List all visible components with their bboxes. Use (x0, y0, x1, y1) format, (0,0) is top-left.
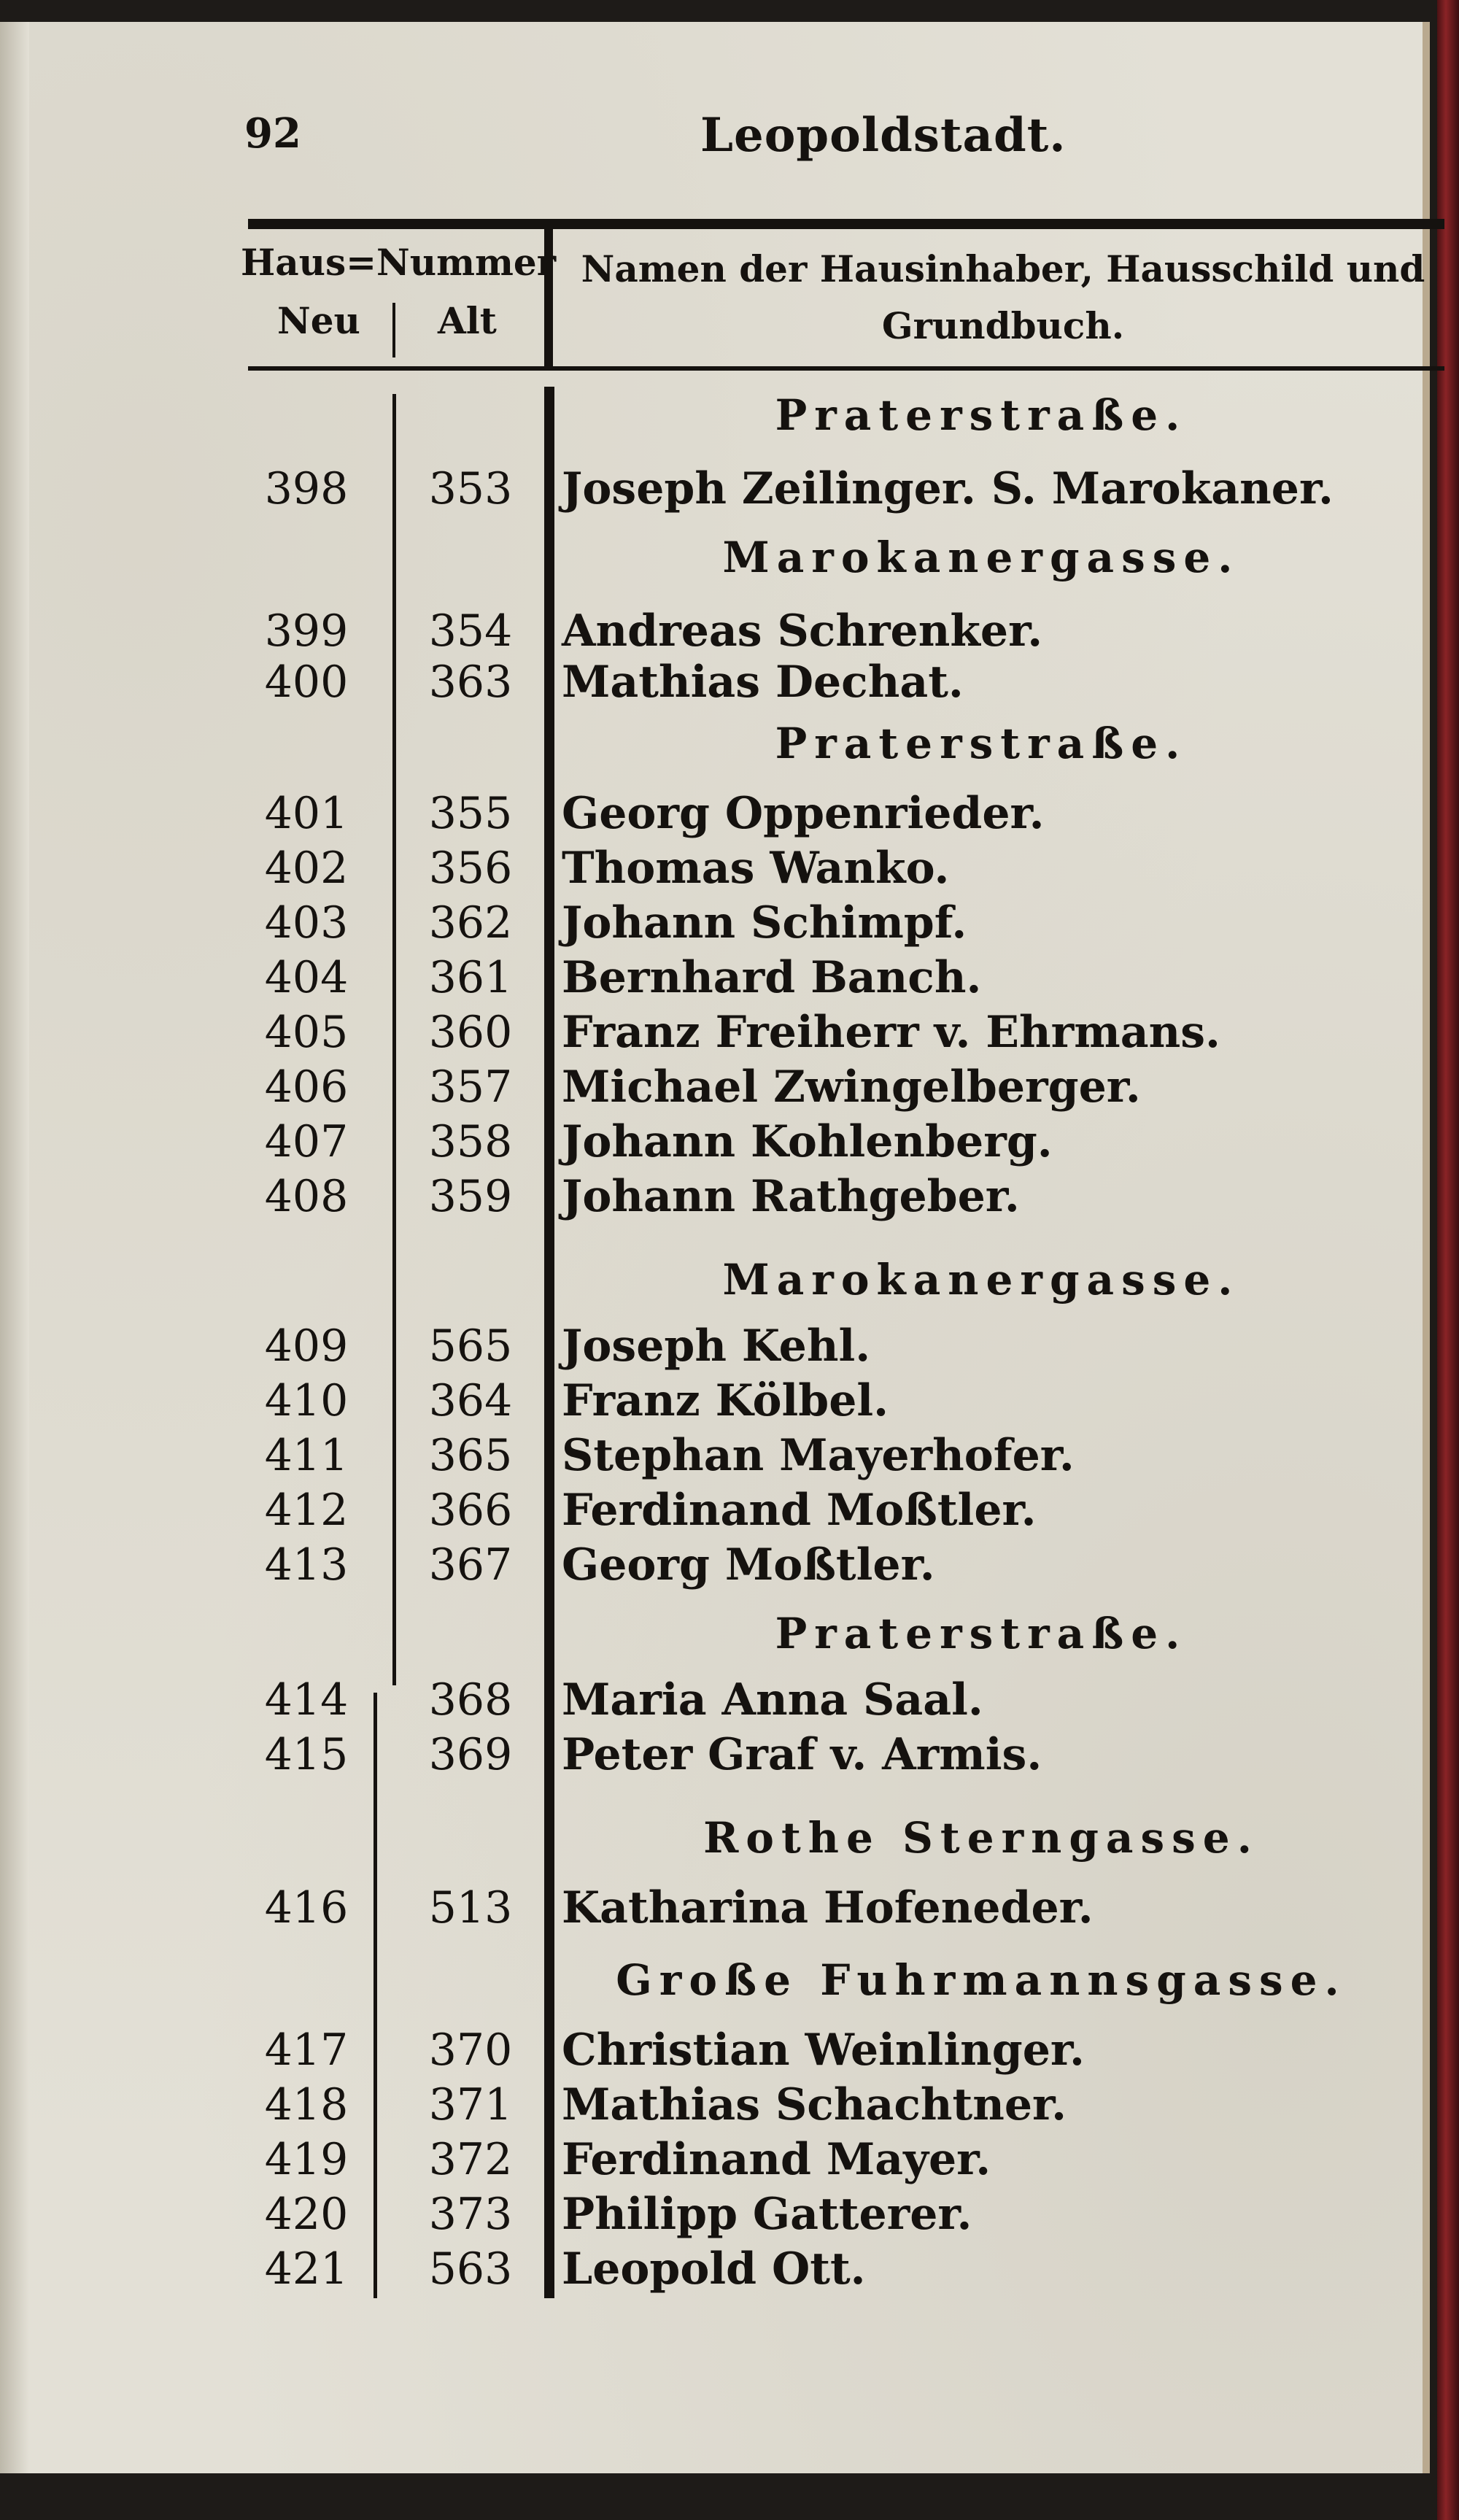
street-heading: Praterstraße. (775, 1609, 1188, 1658)
house-number-new: 412 (264, 1485, 349, 1536)
table-row (0, 1539, 1430, 1591)
owner-name: Andreas Schrenker. (562, 606, 1043, 657)
register-table (0, 22, 1423, 2473)
table-row (0, 2079, 1430, 2130)
running-head: Leopoldstadt. (700, 108, 1067, 163)
house-number-new: 410 (264, 1375, 349, 1426)
street-heading: Große Fuhrmannsgasse. (616, 1955, 1347, 2005)
owner-name: Franz Kölbel. (562, 1375, 889, 1426)
table-row (0, 1171, 1430, 1222)
house-number-new: 399 (264, 606, 349, 657)
street-heading: Rothe Sterngasse. (703, 1813, 1259, 1863)
owner-name: Ferdinand Mayer. (562, 2134, 991, 2185)
table-row (0, 1485, 1430, 1536)
house-number-new: 416 (264, 1882, 349, 1933)
street-heading: Marokanergasse. (722, 533, 1240, 582)
table-row (0, 788, 1430, 839)
house-number-new: 402 (264, 843, 349, 894)
column-header-names: Namen der Hausinhaber, Hausschild und Grundbuch. (581, 247, 1425, 347)
house-number-old: 372 (428, 2134, 513, 2185)
house-number-old: 360 (428, 1007, 513, 1058)
street-heading: Praterstraße. (775, 719, 1188, 768)
page-number: 92 (244, 109, 301, 158)
street-heading: Marokanergasse. (722, 1255, 1240, 1305)
house-number-new: 418 (264, 2079, 349, 2130)
house-number-new: 411 (264, 1430, 349, 1481)
owner-name: Georg Oppenrieder. (562, 788, 1045, 839)
house-number-new: 409 (264, 1321, 349, 1372)
table-row (0, 1430, 1430, 1481)
house-number-old: 513 (428, 1882, 513, 1933)
owner-name: Mathias Schachtner. (562, 2079, 1067, 2130)
house-number-new: 405 (264, 1007, 349, 1058)
table-row (0, 1062, 1430, 1113)
house-number-new: 415 (264, 1729, 349, 1780)
table-row (0, 1674, 1430, 1725)
owner-name: Johann Kohlenberg. (562, 1116, 1053, 1167)
owner-name: Michael Zwingelberger. (562, 1062, 1141, 1113)
owner-name: Christian Weinlinger. (562, 2025, 1085, 2076)
house-number-new: 407 (264, 1116, 349, 1167)
book-edge (1437, 0, 1459, 2520)
house-number-new: 413 (264, 1539, 349, 1591)
house-number-old: 361 (428, 952, 513, 1003)
house-number-new: 420 (264, 2189, 349, 2240)
house-number-old: 366 (428, 1485, 513, 1536)
owner-name: Peter Graf v. Armis. (562, 1729, 1042, 1780)
house-number-old: 369 (428, 1729, 513, 1780)
owner-name: Joseph Zeilinger. S. Marokaner. (562, 463, 1334, 514)
table-row (0, 1116, 1430, 1167)
table-row (0, 843, 1430, 894)
owner-name: Johann Rathgeber. (562, 1171, 1020, 1222)
house-number-new: 401 (264, 788, 349, 839)
table-row (0, 2243, 1430, 2295)
table-row (0, 463, 1430, 514)
house-number-old: 364 (428, 1375, 513, 1426)
house-number-old: 563 (428, 2243, 513, 2295)
street-heading: Praterstraße. (775, 390, 1188, 440)
house-number-old: 355 (428, 788, 513, 839)
house-number-new: 398 (264, 463, 349, 514)
owner-name: Georg Moßtler. (562, 1539, 935, 1591)
house-number-new: 414 (264, 1674, 349, 1725)
table-row (0, 1375, 1430, 1426)
column-header-new: Neu (277, 299, 360, 342)
house-number-new: 408 (264, 1171, 349, 1222)
house-number-old: 367 (428, 1539, 513, 1591)
table-row (0, 2025, 1430, 2076)
column-header-old: Alt (438, 299, 497, 342)
house-number-old: 371 (428, 2079, 513, 2130)
house-number-old: 370 (428, 2025, 513, 2076)
owner-name: Ferdinand Moßtler. (562, 1485, 1037, 1536)
owner-name: Stephan Mayerhofer. (562, 1430, 1075, 1481)
house-number-old: 363 (428, 657, 513, 708)
table-row (0, 2189, 1430, 2240)
house-number-new: 421 (264, 2243, 349, 2295)
house-number-new: 400 (264, 657, 349, 708)
house-number-old: 358 (428, 1116, 513, 1167)
table-row (0, 1321, 1430, 1372)
owner-name: Thomas Wanko. (562, 843, 950, 894)
house-number-old: 373 (428, 2189, 513, 2240)
house-number-old: 368 (428, 1674, 513, 1725)
column-header-house-number: Haus=Nummer (241, 241, 557, 284)
house-number-old: 354 (428, 606, 513, 657)
house-number-new: 417 (264, 2025, 349, 2076)
table-row (0, 1007, 1430, 1058)
house-number-old: 353 (428, 463, 513, 514)
table-row (0, 2134, 1430, 2185)
owner-name: Mathias Dechat. (562, 657, 964, 708)
table-row (0, 606, 1430, 657)
table-row (0, 897, 1430, 948)
owner-name: Franz Freiherr v. Ehrmans. (562, 1007, 1220, 1058)
owner-name: Katharina Hofeneder. (562, 1882, 1094, 1933)
table-row (0, 1882, 1430, 1933)
house-number-new: 419 (264, 2134, 349, 2185)
owner-name: Leopold Ott. (562, 2243, 866, 2295)
owner-name: Bernhard Banch. (562, 952, 982, 1003)
house-number-new: 406 (264, 1062, 349, 1113)
house-number-new: 404 (264, 952, 349, 1003)
book-page (0, 22, 1430, 2473)
house-number-old: 362 (428, 897, 513, 948)
owner-name: Philipp Gatterer. (562, 2189, 972, 2240)
owner-name: Johann Schimpf. (562, 897, 967, 948)
owner-name: Joseph Kehl. (562, 1321, 871, 1372)
owner-name: Maria Anna Saal. (562, 1674, 983, 1725)
house-number-old: 565 (428, 1321, 513, 1372)
house-number-old: 365 (428, 1430, 513, 1481)
table-row (0, 952, 1430, 1003)
house-number-new: 403 (264, 897, 349, 948)
house-number-old: 357 (428, 1062, 513, 1113)
house-number-old: 356 (428, 843, 513, 894)
table-row (0, 657, 1430, 708)
house-number-old: 359 (428, 1171, 513, 1222)
table-row (0, 1729, 1430, 1780)
